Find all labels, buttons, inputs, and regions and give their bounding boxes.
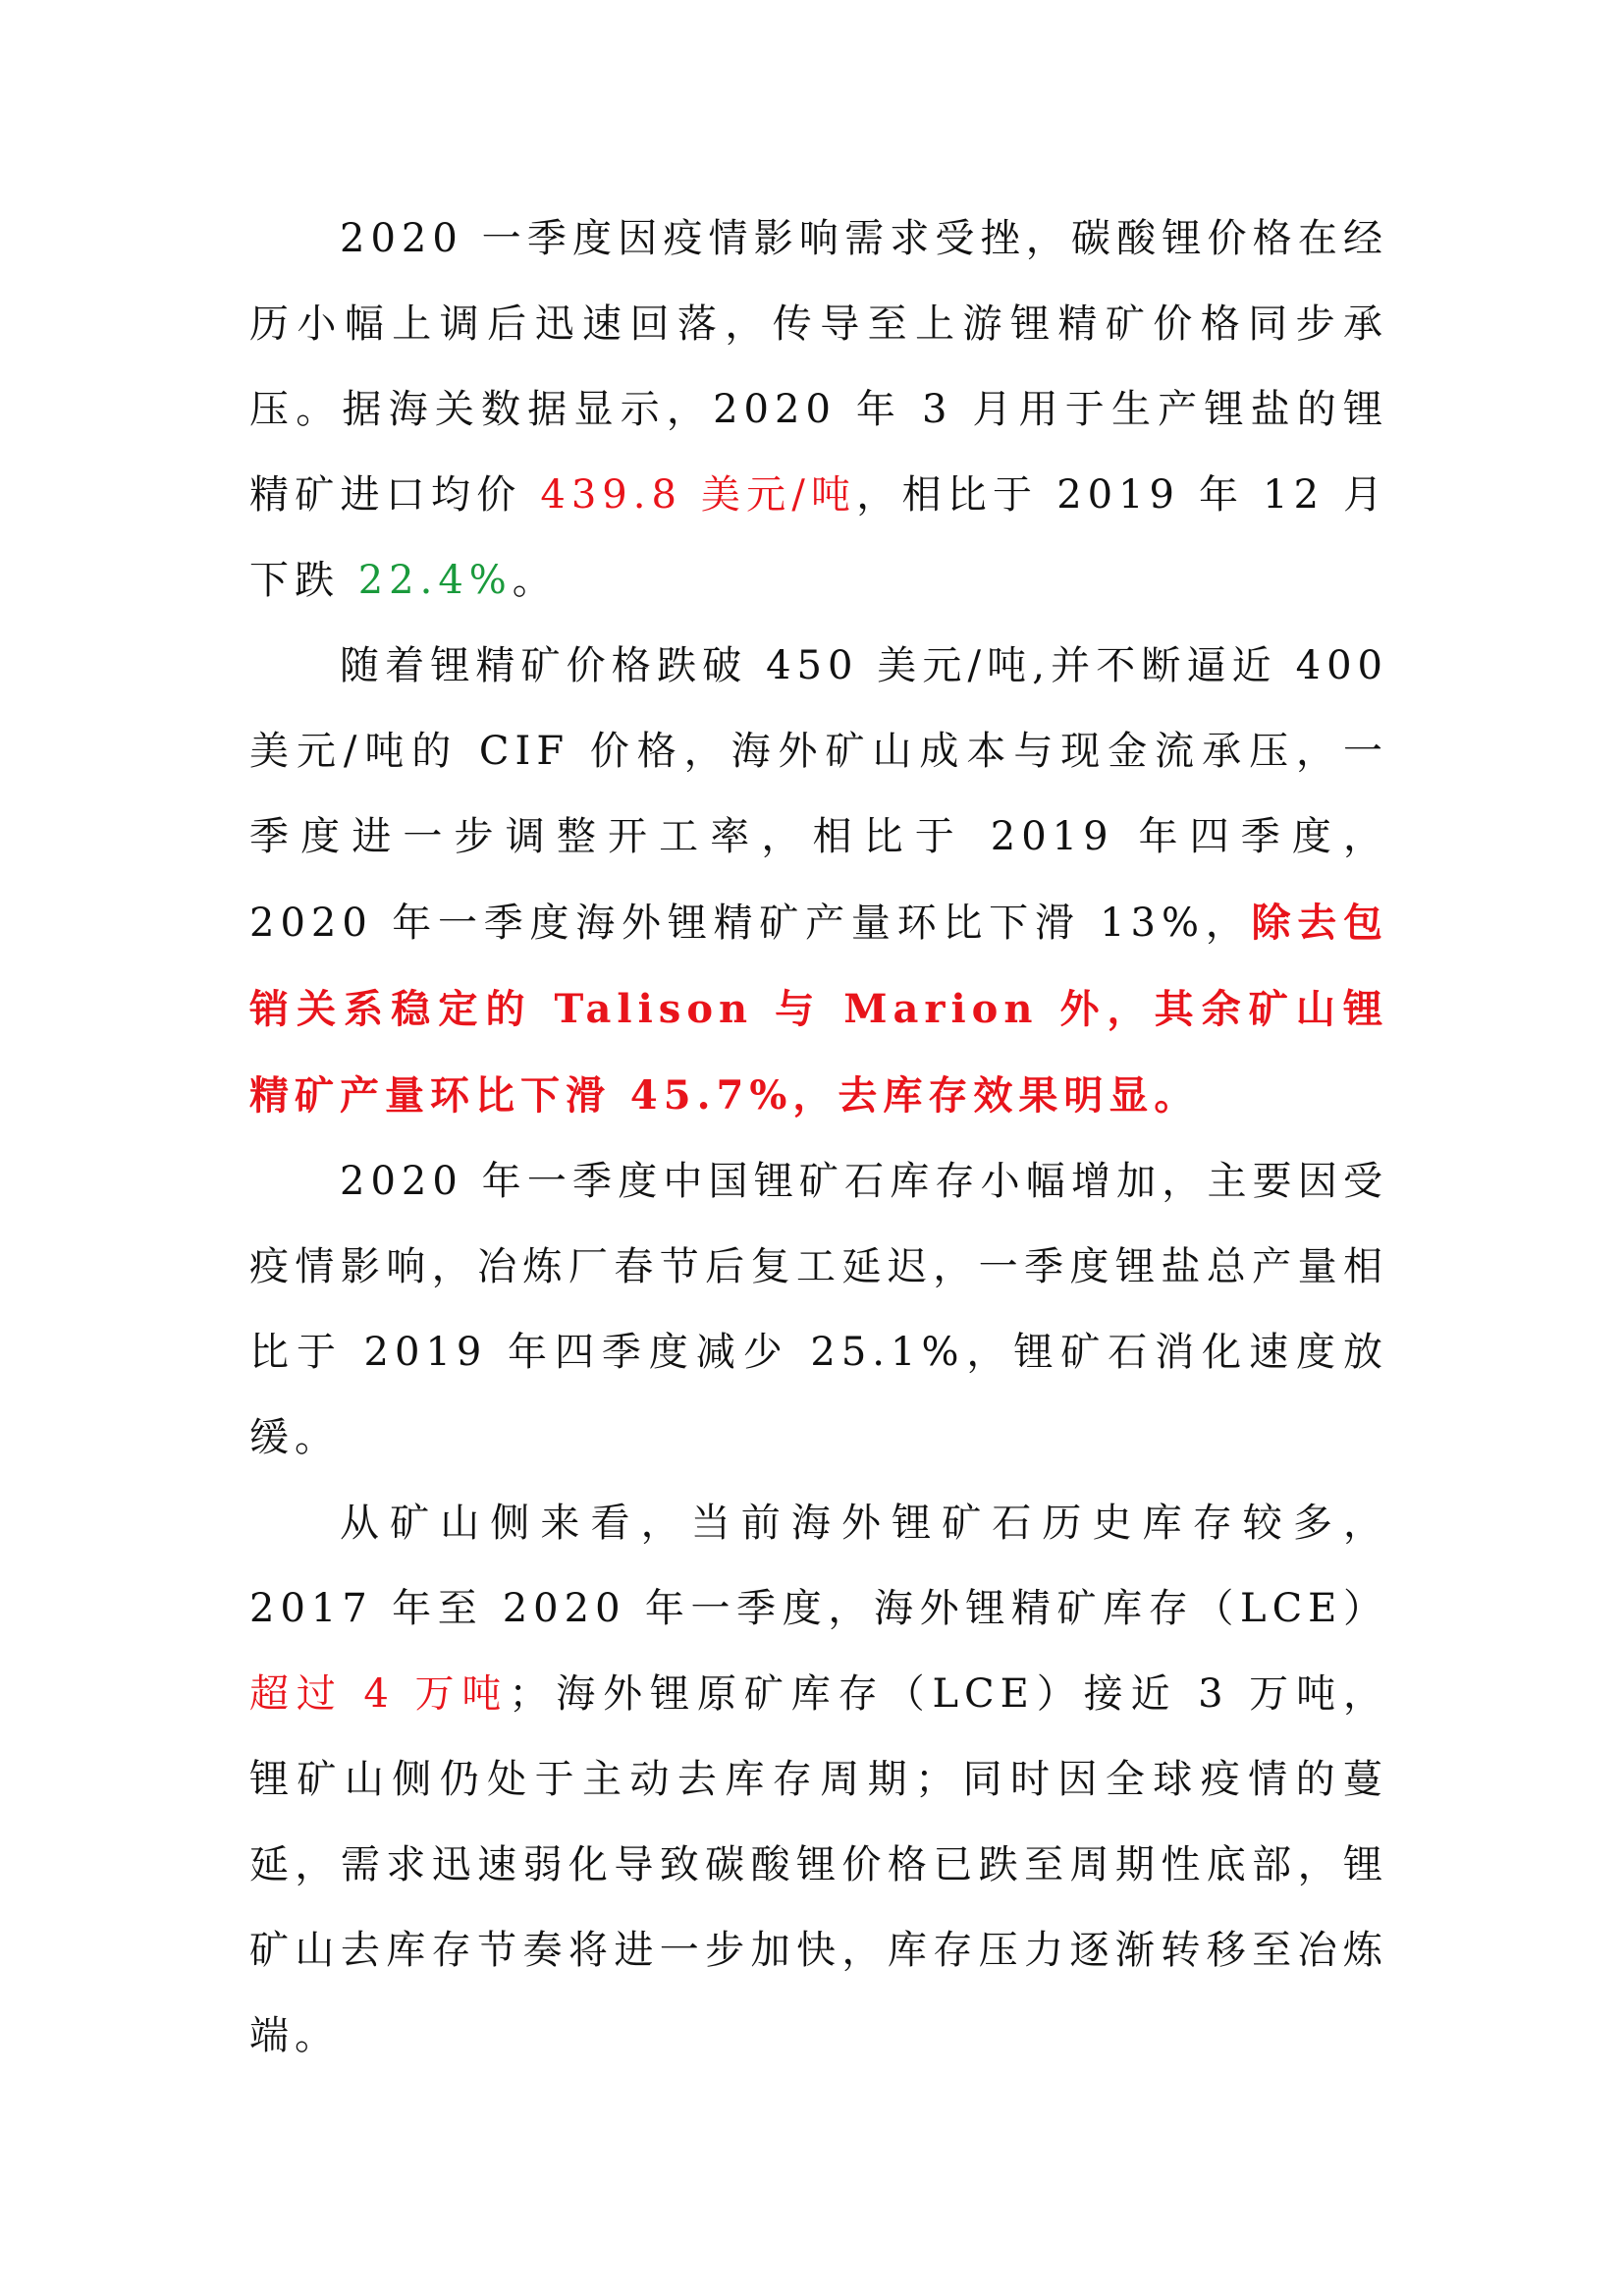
paragraph-text: 2020 一季度因疫情影响需求受挫，碳酸锂价格在经历小幅上调后迅速回落，传导至上游锂精矿价格同步承压。据海关数据显示，2020 年 3 月用于生产锂盐的锂精矿进口均价	[249, 216, 1388, 518]
paragraph-text: ，相比于 2019 年 12 月下跌	[249, 472, 1389, 603]
paragraph-text: 随着锂精矿价格跌破 450 美元/吨,并不断逼近 400 美元/吨的 CIF 价格，海外矿山成本与现金流承压，一季度进一步调整开工率，相比于 2019 年四季度，2020 年一季度海外锂精矿产量环比下滑 13%，	[249, 643, 1388, 946]
highlight-decline-percent: 22.4%	[357, 558, 513, 603]
paragraph-lithium-price-q1	[249, 196, 1388, 624]
paragraph-mine-destocking	[249, 1481, 1388, 2079]
paragraph-text: 2020 年一季度中国锂矿石库存小幅增加，主要因受疫情影响，冶炼厂春节后复工延迟，一季度锂盐总产量相比于 2019 年四季度减少 25.1%，锂矿石消化速度放缓。	[249, 1159, 1388, 1460]
paragraph-text: ；海外锂原矿库存（LCE）接近 3 万吨，锂矿山侧仍处于主动去库存周期；同时因全球疫情的蔓延，需求迅速弱化导致碳酸锂价格已跌至周期性底部，锂矿山去库存节奏将进一步加快，库存压力逐渐转移至冶炼端。	[249, 1671, 1388, 2058]
document-body	[249, 196, 1388, 2079]
highlight-inventory-amount: 超过 4 万吨	[249, 1671, 510, 1717]
paragraph-china-inventory	[249, 1139, 1388, 1481]
paragraph-overseas-output	[249, 624, 1388, 1139]
paragraph-text: 。	[512, 558, 558, 603]
highlight-import-price: 439.8 美元/吨	[540, 472, 857, 518]
paragraph-text: 从矿山侧来看，当前海外锂矿石历史库存较多，2017 年至 2020 年一季度，海外锂精矿库存（LCE）	[249, 1501, 1388, 1631]
highlight-output-decline: 除去包销关系稳定的 Talison 与 Marion 外，其余矿山锂精矿产量环比下滑 45.7%，去库存效果明显。	[249, 900, 1388, 1119]
